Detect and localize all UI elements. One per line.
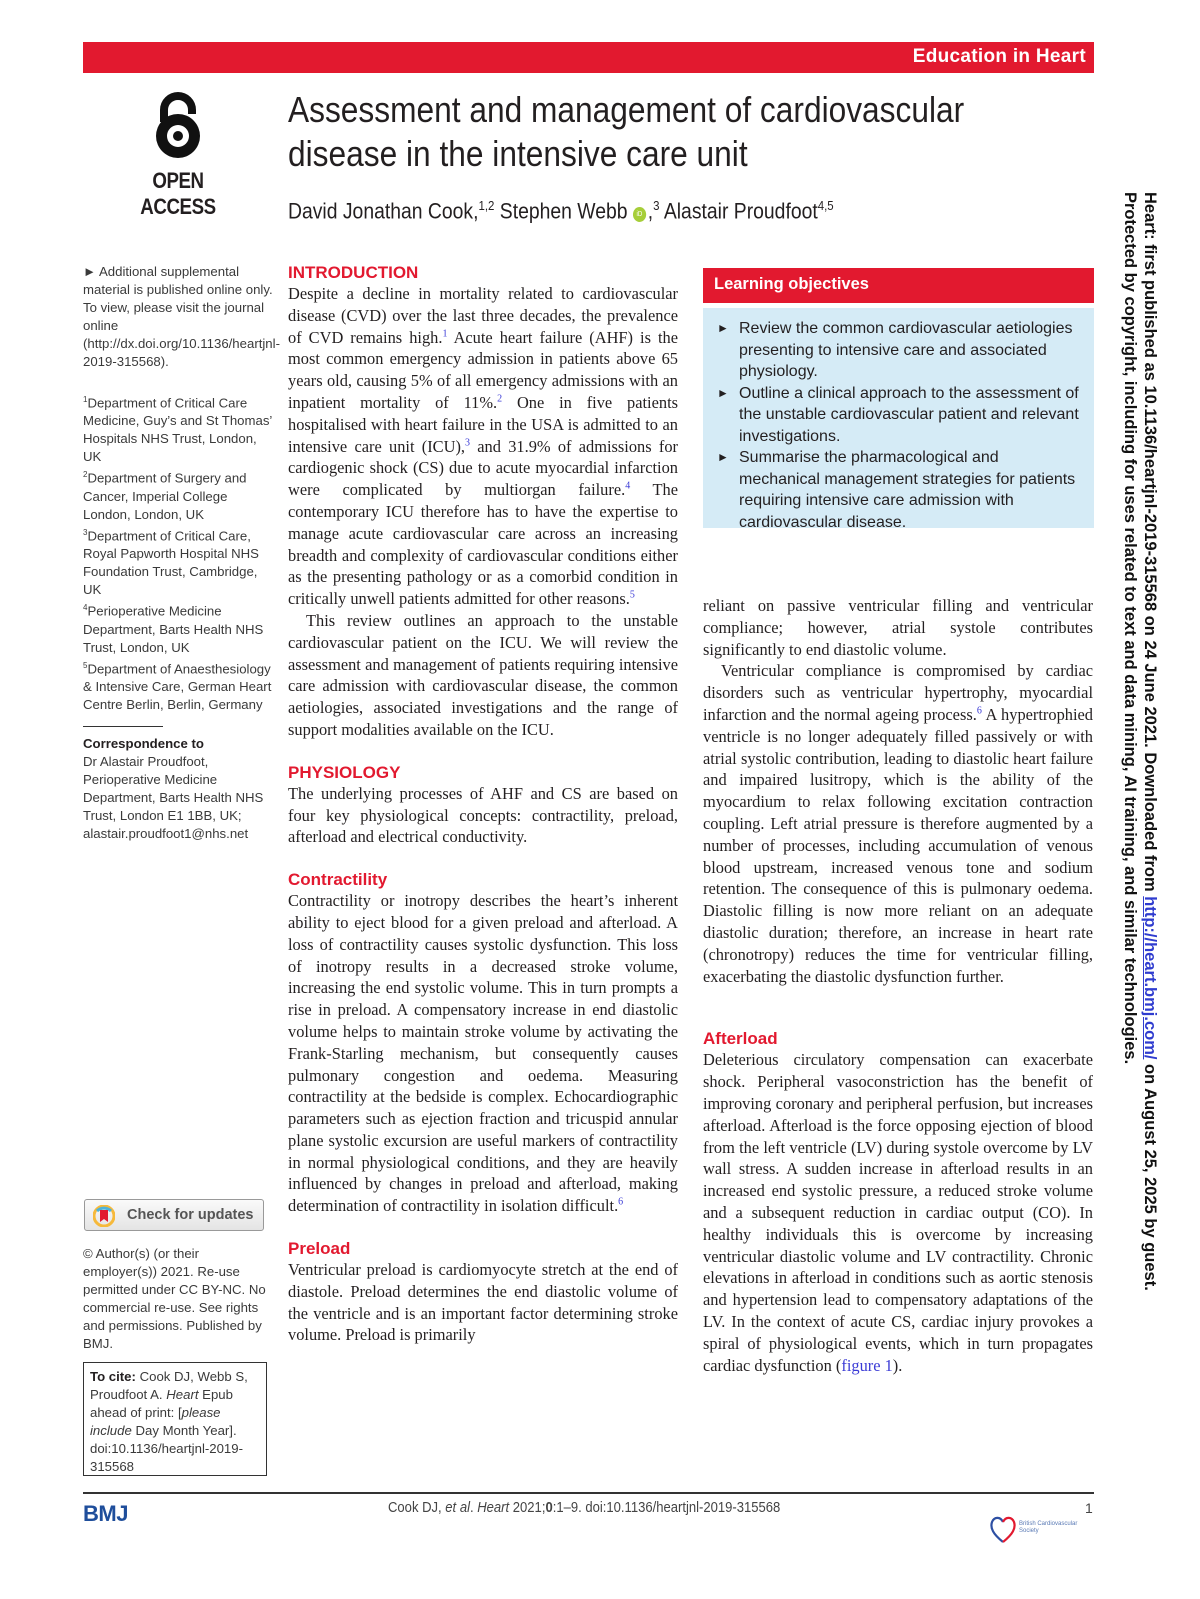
affiliation-item: $^4$Perioperative Medicine Department, Barts Health NHS Trust, London, UK <box>83 603 264 655</box>
learning-objectives-list <box>717 318 1082 533</box>
paragraph: Ventricular preload is cardiomyocyte stretch at the end of diastole. Preload determines the end diastolic volume of the ventricle and is an important factor determining stroke volume. Preload is primarily <box>288 1260 678 1345</box>
check-updates-label: Check for updates <box>127 1207 254 1223</box>
bullet-triangle-icon: ► <box>717 385 729 400</box>
footer-divider <box>83 1492 1094 1494</box>
paragraph: Despite a decline in mortality related to cardiovascular disease (CVD) over the last three decades, the prevalence of CVD remains high.$^1$ Acute heart failure (AHF) is the most common emergency admission in patients above 65 years old, causing 5% of all emergency admissions with an inpatient mortality of 11%.$^2$ One in five patients hospitalised with heart failure in the USA is admitted to an intensive care unit (ICU),$^3$ and 31.9% of admissions for cardiogenic shock (CS) due to acute myocardial infarction were complicated by multiorgan failure.$^4$ The contemporary ICU therefore has to have the expertise to manage acute cardiovascular care across an increasing breadth and complexity of cardiovascular conditions either as the presenting pathology or as a comorbid condition in critically unwell patients admitted for other reasons.$^5$ <box>288 284 678 609</box>
reference-link[interactable]: 5 <box>629 589 635 601</box>
subsection-heading-afterload: Afterload <box>703 1029 778 1049</box>
title-line-2: disease in the intensive care unit <box>288 133 748 174</box>
correspondence-text: Dr Alastair Proudfoot, Perioperative Medicine Department, Barts Health NHS Trust, London E1 1BB, UK; alastair.proudfoot1@nhs.net <box>83 753 264 841</box>
author-affiliation-sup: 3 <box>653 198 660 213</box>
author-list: David Jonathan Cook,$^{1,2}$ Stephen Webb iD ,$^3$ Alastair Proudfoot$^{4,5}$ <box>288 198 834 224</box>
journal-url-link[interactable]: http://heart.bmj.com/ <box>1141 896 1159 1060</box>
objective-item: ► Summarise the pharmacological and mechanical management strategies for patients requiring intensive care admission with cardiovascular disease. <box>717 449 1076 531</box>
footer-citation: Cook DJ, et al. Heart 2021;0:1–9. doi:10.1136/heartjnl-2019-315568 <box>388 1500 781 1516</box>
reference-link[interactable]: 1 <box>442 328 448 340</box>
open-access-label: OPEN ACCESS <box>140 168 216 219</box>
reference-link[interactable]: 4 <box>625 480 631 492</box>
supplemental-note: ► Additional supplemental material is published online only. To view, please visit the journal online (http://dx.doi.org/10.1136/heartjnl-2019-315568). <box>83 264 280 369</box>
paragraph: reliant on passive ventricular filling and ventricular compliance; however, atrial systole contributes significantly to end diastolic volume. <box>703 596 1093 659</box>
learning-objectives-body <box>703 308 1094 531</box>
paragraph: The underlying processes of AHF and CS are based on four key physiological concepts: contractility, preload, afterload and electrical conductivity. <box>288 783 678 847</box>
author-name[interactable]: Alastair Proudfoot <box>663 198 818 224</box>
correspondence-heading: Correspondence to <box>83 735 204 751</box>
heart-logo-icon <box>989 1514 1017 1544</box>
article-title <box>288 88 965 176</box>
first-published-line: Heart: first published as 10.1136/heartjnl-2019-315568 on 24 June 2021. Downloaded from http://heart.bmj.com/ on August 25, 2025 by guest. <box>1141 192 1159 1291</box>
body-column-right <box>703 595 1093 1376</box>
orcid-icon[interactable]: iD <box>633 207 646 222</box>
learning-objectives-title: Learning objectives <box>703 268 1094 303</box>
margin-copyright-notice <box>1120 192 1160 1392</box>
author-affiliation-sup: 4,5 <box>817 198 834 213</box>
affiliation-item: $^3$Department of Critical Care, Royal Papworth Hospital NHS Foundation Trust, Cambridge, UK <box>83 527 259 598</box>
reference-link[interactable]: 2 <box>497 393 503 405</box>
objective-item: ► Outline a clinical approach to the assessment of the unstable cardiovascular patient and relevant investigations. <box>717 384 1079 445</box>
cite-label: To cite: <box>90 1369 136 1384</box>
learning-objectives-box <box>703 268 1094 531</box>
paragraph: Deleterious circulatory compensation can exacerbate shock. Peripheral vasoconstriction has the benefit of improving coronary and peripheral perfusion, but increases afterload. Afterload is the force opposing ejection of blood from the left ventricle (LV) during systole overcome by LV wall stress. A sudden increase in afterload results in an increased end systolic pressure, a reduced stroke volume and a subsequent reduction in cardiac output (CO). In healthy individuals this is overcome by increasing ventricular diastolic volume and LV contractility. Chronic elevations in afterload in conditions such as aortic stenosis and hypertension lead to compensatory adaptations of the LV. In the context of acute CS, cardiac injury provokes a spiral of physiological events, which in turn propagates cardiac dysfunction (figure 1). <box>703 1050 1093 1375</box>
affiliation-item: $^5$Department of Anaesthesiology & Intensive Care, German Heart Centre Berlin, Berlin, Germany <box>83 660 272 712</box>
author-name[interactable]: David Jonathan Cook, <box>288 198 479 224</box>
bullet-triangle-icon: ► <box>717 450 729 464</box>
left-sidebar <box>83 263 280 843</box>
body-column-left <box>288 263 678 1346</box>
reference-link[interactable]: 3 <box>465 437 471 449</box>
section-heading-physiology: PHYSIOLOGY <box>288 762 401 782</box>
paragraph: This review outlines an approach to the unstable cardiovascular patient on the ICU. We will review the assessment and management of patients requiring intensive care admission with cardiovascular disease, the common aetiologies, associated investigations and the range of support modalities available on the ICU. <box>288 610 678 739</box>
divider <box>83 726 163 727</box>
subsection-heading-contractility: Contractility <box>288 870 388 890</box>
figure-link[interactable]: figure 1 <box>841 1355 893 1375</box>
bmj-logo: BMJ <box>83 1501 128 1526</box>
page-number: 1 <box>1085 1500 1093 1516</box>
paragraph: Ventricular compliance is compromised by cardiac disorders such as ventricular hypertrophy, myocardial infarction and the normal ageing process.$^6$ A hypertrophied ventricle is no longer adequately filled passively or with atrial systolic contribution, leading to diastolic heart failure and impaired lusitropy, which is the ability of the myocardium to relax following excitation contraction coupling. Left atrial pressure is therefore augmented by a number of processes, including accumulation of venous blood upstream, increased venous tone and sodium retention. The consequence of this is pulmonary oedema. Diastolic filling is now more reliant on an adequate diastolic duration; therefore, an increase in heart rate (chronotropy) reduces the time for ventricular filling, exacerbating the diastolic dysfunction further. <box>703 661 1093 986</box>
check-updates-icon <box>93 1205 115 1227</box>
section-label: Education in Heart <box>912 46 1086 67</box>
copyright-notice: © Author(s) (or their employer(s)) 2021. Re-use permitted under CC BY-NC. No commercial re-use. See rights and permissions. Published by BMJ. <box>83 1246 266 1351</box>
author-name[interactable]: Stephen Webb <box>499 198 628 224</box>
section-banner <box>83 42 1094 73</box>
reference-link[interactable]: 6 <box>976 705 982 717</box>
paragraph: Contractility or inotropy describes the heart’s inherent ability to eject blood for a given preload and afterload. A loss of contractility causes systolic dysfunction. This loss of inotropy results in a decreased stroke volume, increasing the end systolic volume. This in turn prompts a rise in preload. A compensatory increase in end diastolic volume helps to maintain stroke volume by activating the Frank-Starling mechanism, but consequently causes pulmonary congestion and oedema. Measuring contractility at the bedside is complex. Echocardiographic parameters such as ejection fraction and tricuspid annular plane systolic excursion are useful markers of contractility in normal physiological conditions, and they are heavily influenced by changes in preload and afterload, making determination of contractility in isolation difficult.$^6$ <box>288 891 678 1216</box>
objective-item: ► Review the common cardiovascular aetiologies presenting to intensive care and associated physiology. <box>717 320 1073 380</box>
author-affiliation-sup: 1,2 <box>478 198 495 213</box>
affiliation-item: $^2$Department of Surgery and Cancer, Imperial College London, London, UK <box>83 470 247 522</box>
affiliation-item: $^1$Department of Critical Care Medicine, Guy’s and St Thomas’ Hospitals NHS Trust, London, UK <box>83 395 272 465</box>
open-access-badge <box>108 92 248 220</box>
bullet-triangle-icon: ► <box>717 321 729 335</box>
open-access-lock-icon <box>148 92 208 160</box>
protected-line: Protected by copyright, including for uses related to text and data mining, AI training, and similar technologies. <box>1121 192 1139 1065</box>
section-heading-introduction: INTRODUCTION <box>288 263 419 282</box>
title-line-1: Assessment and management of cardiovascular <box>288 89 965 130</box>
citation-box: To cite: Cook DJ, Webb S, Proudfoot A. Heart Epub ahead of print: [please include Day Month Year]. doi:10.1136/heartjnl-2019-315568 <box>83 1362 267 1476</box>
check-for-updates-button[interactable] <box>84 1199 264 1231</box>
reference-link[interactable]: 6 <box>618 1196 624 1208</box>
subsection-heading-preload: Preload <box>288 1239 351 1259</box>
